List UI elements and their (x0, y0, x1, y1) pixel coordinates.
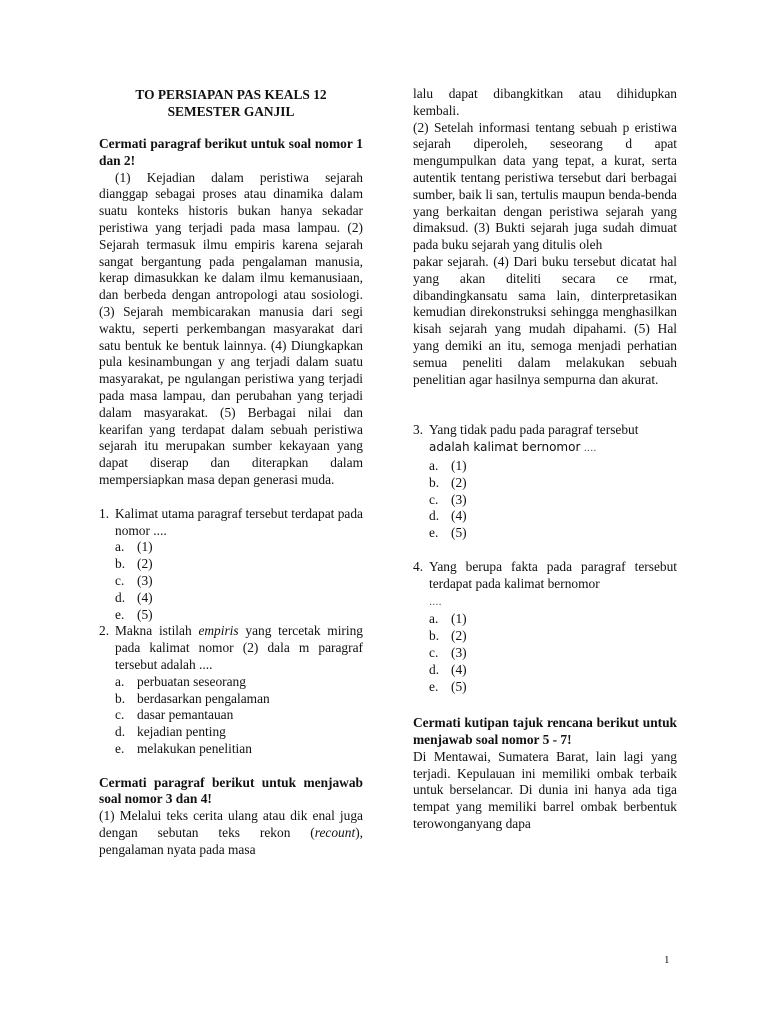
page-number: 1 (664, 954, 670, 966)
left-column (99, 86, 363, 859)
italic-term: empiris (198, 623, 239, 639)
option-c: c. dasar pemantauan (115, 707, 234, 723)
page-title (99, 86, 363, 120)
title-line-2: SEMESTER GANJIL (167, 104, 295, 119)
option-e: e. (5) (115, 606, 153, 622)
option-c: c. (3) (115, 572, 153, 588)
question-2-options (99, 674, 363, 758)
section-2-continuation: lalu dapat dibangkitkan atau dihidupkan kembali. (413, 86, 677, 118)
option-b: b. (2) (429, 628, 467, 644)
question-1 (99, 506, 363, 624)
question-2 (99, 623, 363, 757)
right-column (413, 86, 677, 833)
question-4-text: Yang berupa fakta pada paragraf tersebut terdapat pada kalimat bernomor .... (429, 558, 677, 608)
option-d: d. kejadian penting (115, 724, 226, 740)
option-e: e. (5) (429, 525, 467, 541)
question-3-text: Yang tidak padu pada paragraf tersebut adalah kalimat bernomor .... (429, 422, 639, 455)
section-2-paragraph-2: (2) Setelah informasi tentang sebuah p eristiwa sejarah diperoleh, seseorang d apat mengumpulkan data yang tepat, a kurat, serta autentik tentang peristiwa tersebut dari berbagai sumber, baik li san, tertulis maupun benda-benda yang berkaitan dengan peristiwa sejarah yang dimaksud. (3) Bukti sejarah juga sudah dimuat pada buku sejarah yang ditulis oleh (413, 119, 677, 253)
question-4 (413, 559, 677, 695)
question-1-options (99, 539, 363, 623)
option-a: a. perbuatan seseorang (115, 673, 246, 689)
question-2-text: Makna istilah empiris yang tercetak miring pada kalimat nomor (2) dala m paragraf tersebut adalah .... (115, 623, 363, 672)
question-2-number: 2. (99, 623, 110, 639)
section-1-paragraph: (1) Kejadian dalam peristiwa sejarah dianggap sebagai proses atau dinamika dalam suatu konteks historis bukan hanya sekadar peristiwa yang terjadi pada masa lampau. (2) Sejarah termasuk ilmu empiris karena sejarah sangat bergantung pada pengalaman manusia, kerap dimasukkan ke dalam ilmu kemanusiaan, dan berbeda dengan antropologi atau sosiologi. (3) Sejarah membicarakan manusia dari segi waktu, seperti perkembangan masyarakat dari satu bentuk ke bentuk lainnya. (4) Diungkapkan pula kesinambungan y ang terjadi dalam suatu masyarakat, pe ngulangan peristiwa yang terjadi pada masa lampau, dan perubahan yang terjadi dalam masyarakat. (5) Berbagai nilai dan kearifan yang terdapat dalam sebuah peristiwa sejarah itu merupakan sumber kekayaan yang dapat diserap dan diterapkan dalam mempersiapkan masa depan generasi muda. (99, 169, 363, 487)
option-b: b. (2) (429, 474, 467, 490)
question-3-number: 3. (413, 422, 424, 438)
question-3-options (413, 458, 677, 542)
title-line-1: TO PERSIAPAN PAS KEALS 12 (135, 87, 327, 102)
question-1-text: Kalimat utama paragraf tersebut terdapat pada nomor .... (115, 505, 363, 538)
section-2-paragraph-3: pakar sejarah. (4) Dari buku tersebut dicatat hal yang akan diteliti secara ce rmat, dibandingkansatu sama lain, dinterpretasikan kemudian direkonstruksi sehingga menghasilkan kisah sejarah yang mudah dipahami. (5) Hal yang demiki an itu, semoga menjadi perhatian semua peneliti dalam melakukan sebuah penelitian agar hasilnya sempurna dan akurat. (413, 253, 677, 387)
option-a: a. (1) (115, 539, 153, 555)
section-2-paragraph-start: (1) Melalui teks cerita ulang atau dik enal juga dengan sebutan teks rekon (recount), pengalaman nyata pada masa (99, 808, 363, 857)
option-d: d. (4) (429, 661, 467, 677)
section-3-heading: Cermati kutipan tajuk rencana berikut untuk menjawab soal nomor 5 - 7! (413, 715, 677, 748)
option-d: d. (4) (115, 589, 153, 605)
option-e: e. melakukan penelitian (115, 740, 252, 756)
option-b: b. berdasarkan pengalaman (115, 690, 270, 706)
option-c: c. (3) (429, 491, 467, 507)
question-1-number: 1. (99, 505, 110, 521)
section-1-heading: Cermati paragraf berikut untuk soal nomor 1 dan 2! (99, 136, 363, 168)
option-b: b. (2) (115, 556, 153, 572)
section-2-heading: Cermati paragraf berikut untuk menjawab soal nomor 3 dan 4! (99, 774, 363, 807)
question-4-options (413, 611, 677, 695)
question-4-number: 4. (413, 558, 424, 574)
option-a: a. (1) (429, 457, 467, 473)
option-e: e. (5) (429, 678, 467, 694)
option-d: d. (4) (429, 508, 467, 524)
section-3-paragraph: Di Mentawai, Sumatera Barat, lain lagi yang terjadi. Kepulauan ini memiliki ombak terbaik untuk berselancar. Di dunia ini hanya ada tiga tempat yang memiliki barrel ombak berbentuk terowonganyang dapa (413, 748, 677, 832)
option-c: c. (3) (429, 644, 467, 660)
question-3 (413, 422, 677, 542)
option-a: a. (1) (429, 611, 467, 627)
